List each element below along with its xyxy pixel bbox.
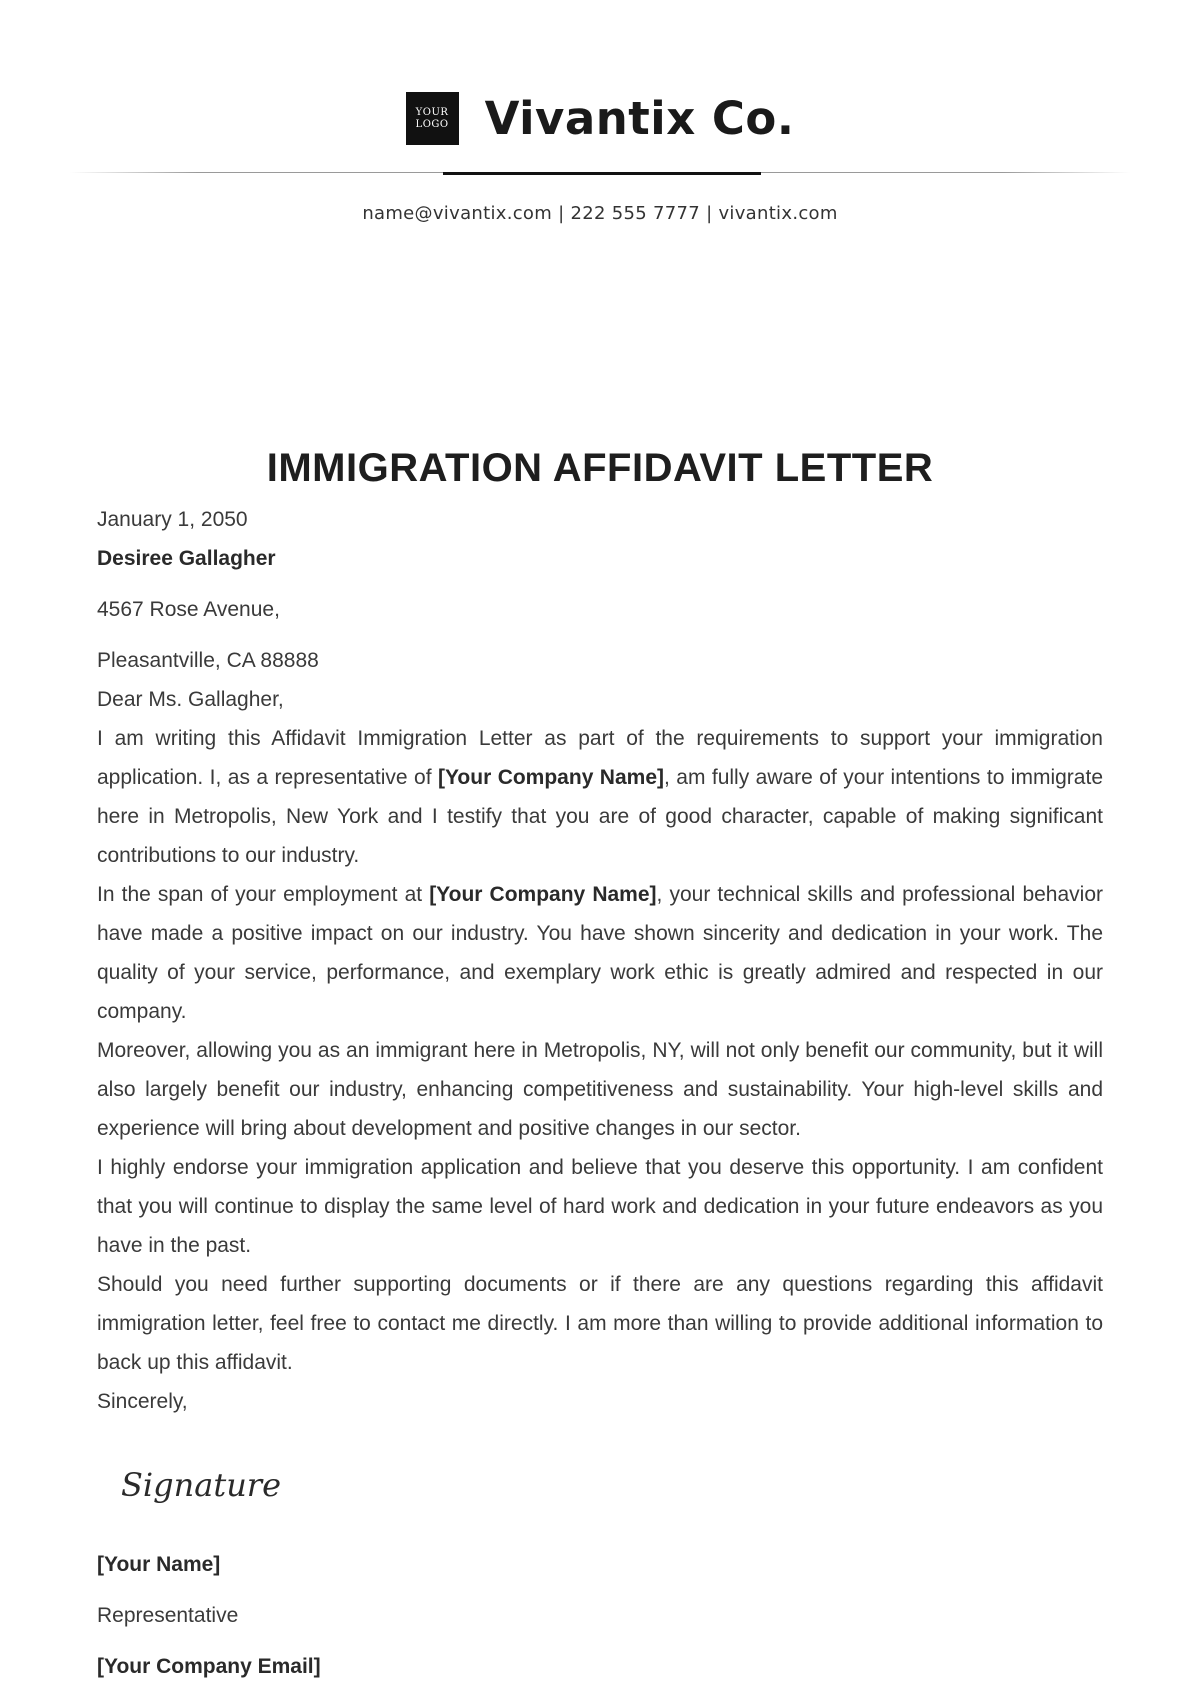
paragraph-1-text-a: I am writing this Affidavit Immigration Letter as part of the requirements to support your immigration application. I, as a representative of	[97, 727, 1103, 789]
paragraph-1-text-c: , am fully aware of your intentions to immigrate here in Metropolis, New York and I testify that you are of good character, capable of making significant contributions to our industry.	[97, 766, 1103, 867]
paragraph-2-text-a: In the span of your employment at	[97, 883, 430, 906]
paragraph-2	[97, 875, 1103, 1031]
letter-body	[97, 500, 1103, 1686]
header-divider-accent	[443, 172, 761, 175]
brand	[406, 92, 795, 145]
logo-placeholder	[406, 92, 459, 145]
paragraph-1	[97, 719, 1103, 875]
recipient-name: Desiree Gallagher	[97, 547, 276, 570]
logo-text-line1: YOUR	[415, 106, 449, 118]
paragraph-4: I highly endorse your immigration application and believe that you deserve this opportunity. I am confident that you will continue to display the same level of hard work and dedication in your future endeavors as you have in the past.	[97, 1156, 1103, 1257]
paragraph-2-text-c: , your technical skills and professional behavior have made a positive impact on our industry. You have shown sincerity and dedication in your work. The quality of your service, performance, and exemplary work ethic is greatly admired and respected in our company.	[97, 883, 1103, 1023]
recipient-address-line1: 4567 Rose Avenue,	[97, 598, 280, 621]
letter-date: January 1, 2050	[97, 508, 248, 531]
paragraph-3: Moreover, allowing you as an immigrant here in Metropolis, NY, will not only benefit our community, but it will also largely benefit our industry, enhancing competitiveness and sustainability. Your high-level skills and experience will bring about development and positive changes in our sector.	[97, 1039, 1103, 1140]
letter-title: IMMIGRATION AFFIDAVIT LETTER	[266, 446, 934, 490]
salutation: Dear Ms. Gallagher,	[97, 688, 284, 711]
paragraph-5: Should you need further supporting documents or if there are any questions regarding this affidavit immigration letter, feel free to contact me directly. I am more than willing to provide additional information to back up this affidavit.	[97, 1273, 1103, 1374]
closing: Sincerely,	[97, 1390, 188, 1413]
contact-info: name@vivantix.com | 222 555 7777 | vivantix.com	[362, 203, 838, 224]
sender-email: [Your Company Email]	[97, 1655, 321, 1678]
sender-title: Representative	[97, 1604, 239, 1627]
company-name: Vivantix Co.	[484, 92, 795, 145]
sender-name: [Your Name]	[97, 1553, 221, 1576]
company-name-placeholder: [Your Company Name]	[429, 883, 657, 906]
recipient-address-line2: Pleasantville, CA 88888	[97, 649, 319, 672]
logo-text-line2: LOGO	[415, 118, 449, 130]
company-name-placeholder: [Your Company Name]	[437, 766, 664, 789]
signature: Signature	[121, 1466, 282, 1504]
letterhead	[0, 92, 1200, 145]
